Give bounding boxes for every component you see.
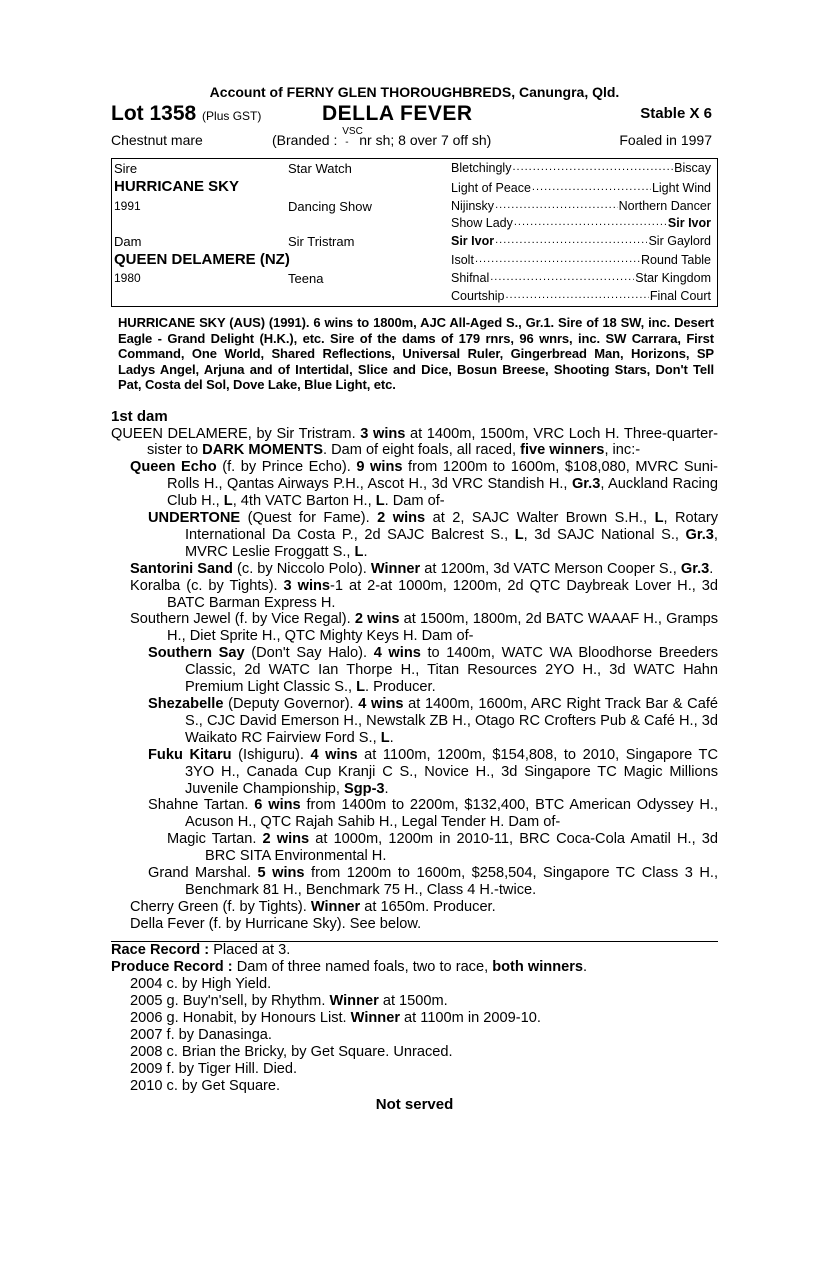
dam-sire: Sir Tristram <box>288 234 355 249</box>
sire-name: HURRICANE SKY <box>114 178 240 195</box>
progeny-entry: Queen Echo (f. by Prince Echo). 9 wins from 1200m to 1600m, $108,080, MVRC Suni-Rolls H., Qantas Airways P.H., Ascot H., 3d VRC Standish H., Gr.3, Auckland Racing Club H., L, 4th VATC Barton H., L. Dam of- <box>130 459 718 510</box>
horse-name: DELLA FEVER <box>322 102 473 125</box>
sire-year: 1991 <box>114 199 141 213</box>
pedigree-ancestor: Courtship ..... Final Court <box>451 289 711 303</box>
produce-item: 2010 c. by Get Square. <box>130 1077 281 1094</box>
produce-item: 2004 c. by High Yield. <box>130 975 272 992</box>
foaled-year: Foaled in 1997 <box>619 132 712 148</box>
dam-name: QUEEN DELAMERE (NZ) <box>114 251 290 268</box>
produce-item: 2008 c. Brian the Bricky, by Get Square. Unraced. <box>130 1043 453 1060</box>
lot-line <box>111 102 718 128</box>
produce-record: Produce Record : Dam of three named foals, two to race, both winners. <box>111 958 588 975</box>
dam-dam: Teena <box>288 271 324 286</box>
progeny-entry: Della Fever (f. by Hurricane Sky). See below. <box>130 915 422 932</box>
first-dam-heading: 1st dam <box>111 407 168 425</box>
progeny-entry: Southern Say (Don't Say Halo). 4 wins to 1400m, WATC WA Bloodhorse Breeders Classic, 2d WATC Ian Thorpe H., Titan Resources 2YO H., 3d WATC Hahn Premium Light Classic S., L. Producer. <box>148 645 718 696</box>
progeny-entry: Shahne Tartan. 6 wins from 1400m to 2200m, $132,400, BTC American Odyssey H., Acuson H., QTC Rajah Sahib H., Legal Tender H. Dam of- <box>148 797 719 831</box>
progeny-entry: Grand Marshal. 5 wins from 1200m to 1600m, $258,504, Singapore TC Class 3 H., Benchmark 81 H., Benchmark 75 H., Class 4 H.-twice. <box>148 865 718 898</box>
stable-number: Stable X 6 <box>640 105 712 122</box>
sire-sire: Star Watch <box>288 161 352 176</box>
first-dam-entry: QUEEN DELAMERE, by Sir Tristram. 3 wins at 1400m, 1500m, VRC Loch H. Three-quarter-sister to DARK MOMENTS. Dam of eight foals, all raced, five winners, inc:- <box>111 425 719 459</box>
sire-dam: Dancing Show <box>288 199 372 214</box>
progeny-entry: Koralba (c. by Tights). 3 wins-1 at 2-at 1000m, 1200m, 2d QTC Daybreak Lover H., 3d BATC Barman Express H. <box>130 577 718 611</box>
vendor-account: Account of FERNY GLEN THOROUGHBREDS, Canungra, Qld. <box>209 84 620 100</box>
race-record: Race Record : Placed at 3. <box>111 941 291 958</box>
pedigree-ancestor: Sir Ivor ..... Sir Gaylord <box>451 234 711 248</box>
gst-note: (Plus GST) <box>202 109 262 123</box>
description-line <box>111 126 718 152</box>
lot-number: Lot 1358 (Plus GST) <box>111 102 262 125</box>
pedigree-ancestor: Shifnal ..... Star Kingdom <box>451 271 711 285</box>
progeny-entry: Shezabelle (Deputy Governor). 4 wins at 1400m, 1600m, ARC Right Track Bar & Café S., CJC David Emerson H., Newstalk ZB H., Otago RC Crofters Pub & Café H., 3d Waikato RC Fairview Ford S., L. <box>148 696 719 746</box>
produce-item: 2005 g. Buy'n'sell, by Rhythm. Winner at 1500m. <box>130 992 448 1009</box>
pedigree-ancestor: Nijinsky ..... Northern Dancer <box>451 199 711 213</box>
pedigree-ancestor: Show Lady ..... Sir Ivor <box>451 216 711 230</box>
pedigree-ancestor: Bletchingly ..... Biscay <box>451 161 711 175</box>
progeny-entry: Southern Jewel (f. by Vice Regal). 2 wins at 1500m, 1800m, 2d BATC WAAAF H., Gramps H., Diet Sprite H., QTC Mighty Keys H. Dam of- <box>130 611 719 645</box>
pedigree-ancestor: Light of Peace ..... Light Wind <box>451 181 711 195</box>
horse-description: Chestnut mare <box>111 132 203 148</box>
produce-item: 2007 f. by Danasinga. <box>130 1026 272 1043</box>
dam-label: Dam <box>114 234 142 249</box>
brand-description: (Branded : VSC - nr sh; 8 over 7 off sh) <box>272 126 492 148</box>
sire-label: Sire <box>114 161 138 176</box>
produce-item: 2009 f. by Tiger Hill. Died. <box>130 1060 298 1077</box>
progeny-entry: UNDERTONE (Quest for Fame). 2 wins at 2, SAJC Walter Brown S.H., L, Rotary International Da Costa P., 2d SAJC Balcrest S., L, 3d SAJC National S., Gr.3, MVRC Leslie Froggatt S., L. <box>148 510 718 560</box>
progeny-entry: Santorini Sand (c. by Niccolo Polo). Winner at 1200m, 3d VATC Merson Cooper S., Gr.3. <box>130 560 714 577</box>
progeny-entry: Magic Tartan. 2 wins at 1000m, 1200m in 2010-11, BRC Coca-Cola Amatil H., 3d BRC SITA Environmental H. <box>167 831 719 865</box>
pedigree-ancestor: Isolt ..... Round Table <box>451 253 711 267</box>
pedigree-table <box>111 158 718 307</box>
progeny-entry: Fuku Kitaru (Ishiguru). 4 wins at 1100m, 1200m, $154,808, to 2010, Singapore TC 3YO H., Canada Cup Kranji C S., Novice H., 3d Singapore TC Magic Millions Juvenile Championship, Sgp-3. <box>148 746 719 797</box>
dam-year: 1980 <box>114 271 141 285</box>
progeny-entry: Cherry Green (f. by Tights). Winner at 1650m. Producer. <box>130 898 496 915</box>
brand-mark: VSC - <box>342 126 363 148</box>
sire-summary: HURRICANE SKY (AUS) (1991). 6 wins to 1800m, AJC All-Aged S., Gr.1. Sire of 18 SW, inc. Desert Eagle - Grand Delight (H.K.), etc. Sire of the dams of 179 rnrs, 96 wnrs, inc. SW Carrara, First Command, One World, Shared Reflections, Universal Ruler, Gingerbread Man, Horizons, SP Ladys Angel, Arjuna and of Intertidal, Slice and Dice, Bosun Breese, Shooting Stars, Don't Tell Pat, Costa del Sol, Dove Lake, Blue Light, etc. <box>118 315 714 392</box>
catalogue-page <box>111 82 718 1114</box>
service-status: Not served <box>375 1095 454 1113</box>
produce-item: 2006 g. Honabit, by Honours List. Winner at 1100m in 2009-10. <box>130 1009 541 1026</box>
